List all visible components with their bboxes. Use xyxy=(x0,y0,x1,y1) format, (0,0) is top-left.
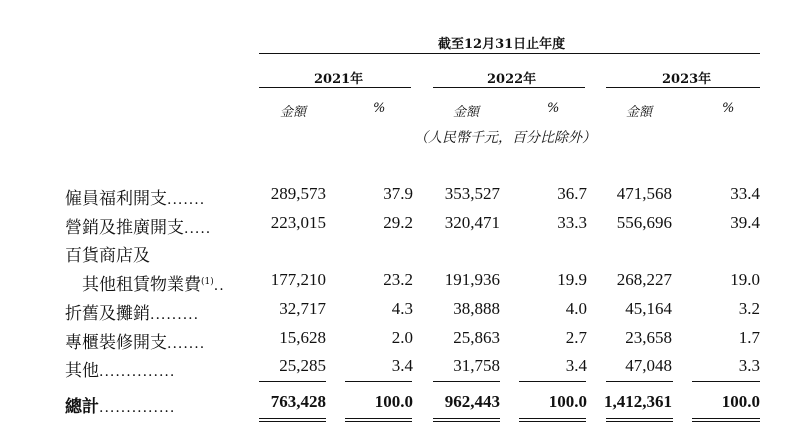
value-2022: 38,888 xyxy=(453,299,500,318)
amount-header-2023: 金額 xyxy=(626,105,653,120)
row-label xyxy=(65,213,211,238)
pct-2023: 3.3 xyxy=(738,356,760,375)
value-2021: 15,628 xyxy=(279,328,326,347)
pct-2022: 4.0 xyxy=(565,299,587,318)
row-label xyxy=(82,270,225,295)
subtotal-rule-2022-pct xyxy=(519,381,586,382)
value-2023: 268,227 xyxy=(616,270,672,289)
subtotal-rule-2023-amount xyxy=(606,381,673,382)
row-label xyxy=(65,356,175,381)
value-2022: 353,527 xyxy=(444,184,500,203)
pct-2023: 39.4 xyxy=(730,213,760,232)
value-2021: 289,573 xyxy=(270,184,326,203)
year-2023-underline xyxy=(606,87,760,88)
pct-2022: 2.7 xyxy=(565,328,587,347)
row-label xyxy=(65,184,205,209)
total-value-2022: 962,443 xyxy=(444,392,500,411)
total-double-rule-2022-amount-a xyxy=(433,418,500,419)
row-label-text: 僱員福利開支 xyxy=(65,189,167,209)
year-2022: 2022年 xyxy=(487,72,537,87)
row-label-text: 其他租賃物業費 xyxy=(82,275,201,295)
leader-dots: .............. xyxy=(99,400,176,416)
value-2021: 223,015 xyxy=(270,213,326,232)
total-double-rule-2022-amount-b xyxy=(433,421,500,422)
pct-header-2023: % xyxy=(722,101,735,116)
total-pct-2021: 100.0 xyxy=(374,392,413,411)
leader-dots: ....... xyxy=(167,336,206,352)
pct-header-2022: % xyxy=(547,101,560,116)
row-label-text: 折舊及攤銷 xyxy=(65,304,150,324)
year-2022-underline xyxy=(433,87,585,88)
pct-header-2021: % xyxy=(373,101,386,116)
total-label-text: 總計 xyxy=(65,397,99,417)
row-label-line1: 百貨商店及 xyxy=(65,246,150,266)
pct-2023: 1.7 xyxy=(738,328,760,347)
total-double-rule-2023-pct-a xyxy=(692,418,760,419)
pct-2021: 23.2 xyxy=(383,270,413,289)
leader-dots: ......... xyxy=(150,307,200,323)
pct-2022: 19.9 xyxy=(557,270,587,289)
total-double-rule-2021-amount-a xyxy=(259,418,326,419)
pct-2021: 3.4 xyxy=(391,356,413,375)
total-double-rule-2021-pct-a xyxy=(345,418,412,419)
pct-2022: 33.3 xyxy=(557,213,587,232)
amount-header-2022: 金額 xyxy=(453,105,480,120)
amount-header-2021: 金額 xyxy=(280,105,307,120)
value-2023: 47,048 xyxy=(625,356,672,375)
year-2021: 2021年 xyxy=(314,72,364,87)
value-2023: 45,164 xyxy=(625,299,672,318)
total-double-rule-2022-pct-a xyxy=(519,418,586,419)
unit-note: （人民幣千元，百分比除外） xyxy=(414,130,596,146)
value-2022: 31,758 xyxy=(453,356,500,375)
subtotal-rule-2021-pct xyxy=(345,381,412,382)
row-label xyxy=(65,299,199,324)
value-2022: 191,936 xyxy=(444,270,500,289)
total-label xyxy=(65,392,175,417)
value-2023: 556,696 xyxy=(616,213,672,232)
total-value-2021: 763,428 xyxy=(270,392,326,411)
leader-dots: .............. xyxy=(99,364,176,380)
year-2023: 2023年 xyxy=(662,72,712,87)
leader-dots: ..... xyxy=(184,221,212,237)
value-2021: 32,717 xyxy=(279,299,326,318)
pct-2021: 2.0 xyxy=(391,328,413,347)
leader-dots: ....... xyxy=(167,192,206,208)
value-2022: 25,863 xyxy=(453,328,500,347)
value-2022: 320,471 xyxy=(444,213,500,232)
pct-2023: 19.0 xyxy=(730,270,760,289)
subtotal-rule-2021-amount xyxy=(259,381,326,382)
footnote-marker: (1) xyxy=(201,277,214,287)
total-double-rule-2021-amount-b xyxy=(259,421,326,422)
total-double-rule-2022-pct-b xyxy=(519,421,586,422)
pct-2023: 3.2 xyxy=(738,299,760,318)
row-label-text: 專櫃裝修開支 xyxy=(65,333,167,353)
total-pct-2022: 100.0 xyxy=(548,392,587,411)
row-label-text: 營銷及推廣開支 xyxy=(65,218,184,238)
pct-2021: 4.3 xyxy=(391,299,413,318)
pct-2022: 36.7 xyxy=(557,184,587,203)
subtotal-rule-2022-amount xyxy=(433,381,500,382)
value-2021: 25,285 xyxy=(279,356,326,375)
leader-dots: .. xyxy=(213,278,225,294)
total-double-rule-2023-amount-b xyxy=(606,421,673,422)
pct-2023: 33.4 xyxy=(730,184,760,203)
pct-2021: 37.9 xyxy=(383,184,413,203)
year-2021-underline xyxy=(259,87,411,88)
pct-2022: 3.4 xyxy=(565,356,587,375)
value-2023: 471,568 xyxy=(616,184,672,203)
period-title: 截至12月31日止年度 xyxy=(438,37,566,52)
period-underline xyxy=(259,53,760,54)
total-double-rule-2023-amount-a xyxy=(606,418,673,419)
value-2023: 23,658 xyxy=(625,328,672,347)
row-label xyxy=(65,328,205,353)
value-2021: 177,210 xyxy=(270,270,326,289)
total-double-rule-2021-pct-b xyxy=(345,421,412,422)
pct-2021: 29.2 xyxy=(383,213,413,232)
total-double-rule-2023-pct-b xyxy=(692,421,760,422)
subtotal-rule-2023-pct xyxy=(692,381,760,382)
row-label-text: 其他 xyxy=(65,361,99,381)
total-value-2023: 1,412,361 xyxy=(604,392,672,411)
total-pct-2023: 100.0 xyxy=(721,392,760,411)
